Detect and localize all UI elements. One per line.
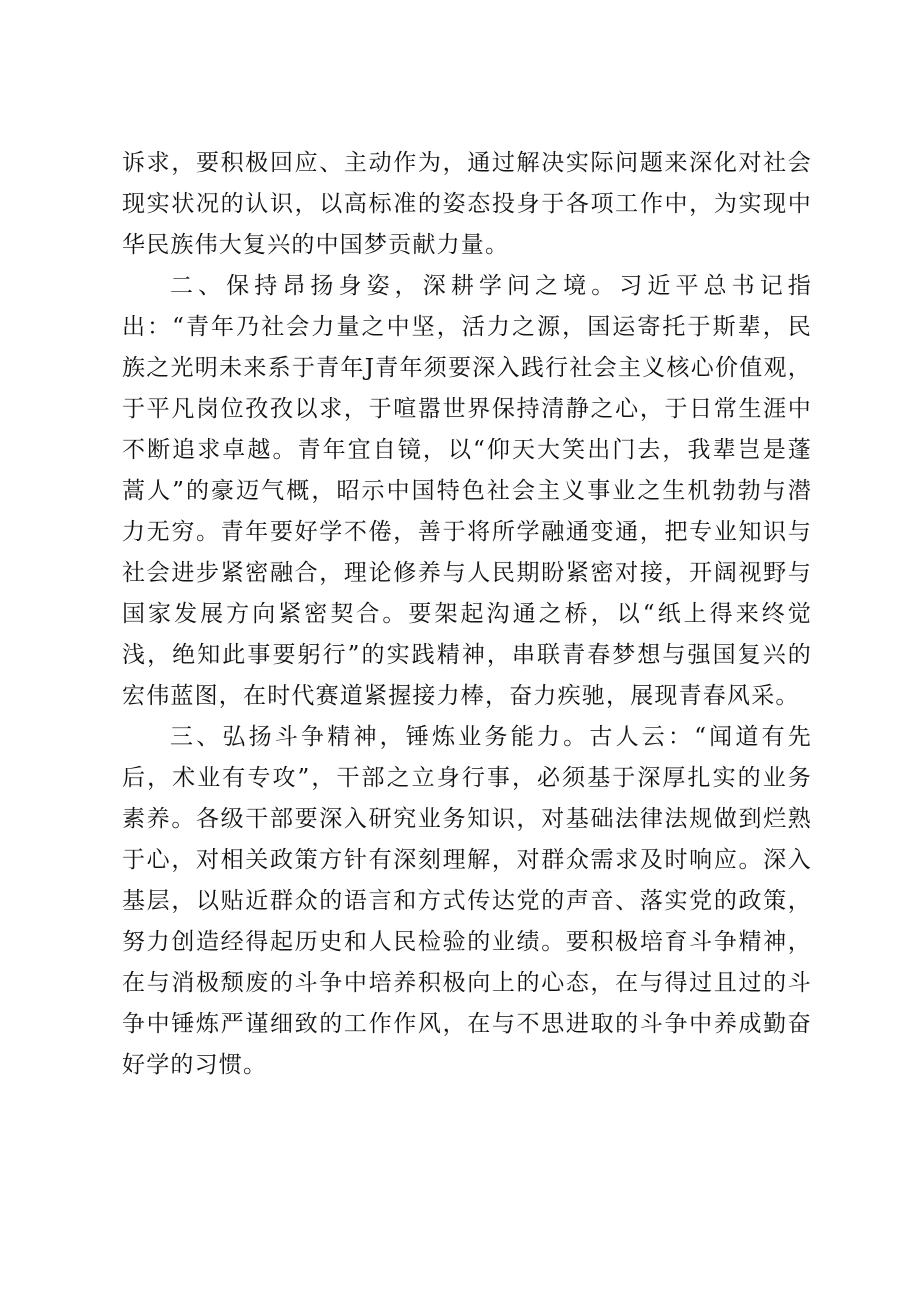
paragraph-section-three: 三、弘扬斗争精神，锤炼业务能力。古人云：“闻道有先后，术业有专攻”，干部之立身行事，必须基于深厚扎实的业务素养。各级干部要深入研究业务知识，对基础法律法规做到烂熟于心，对相关政策方针有深刻理解，对群众需求及时响应。深入基层，以贴近群众的语言和方式传达党的声音、落实党的政策，努力创造经得起历史和人民检验的业绩。要积极培育斗争精神，在与消极颓废的斗争中培养积极向上的心态，在与得过且过的斗争中锤炼严谨细致的工作作风，在与不思进取的斗争中养成勤奋好学的习惯。 bbox=[122, 724, 812, 1078]
body-text bbox=[122, 143, 812, 1086]
paragraph-section-two: 二、保持昂扬身姿，深耕学问之境。习近平总书记指出：“青年乃社会力量之中坚，活力之源，国运寄托于斯辈，民族之光明未来系于青年J青年须要深入践行社会主义核心价值观，于平凡岗位孜孜以求，于喧嚣世界保持清静之心，于日常生涯中不断追求卓越。青年宜自镜，以“仰天大笑出门去，我辈岂是蓬蒿人”的豪迈气概，昭示中国特色社会主义事业之生机勃勃与潜力无穷。青年要好学不倦，善于将所学融通变通，把专业知识与社会进步紧密融合，理论修养与人民期盼紧密对接，开阔视野与国家发展方向紧密契合。要架起沟通之桥，以“纸上得来终觉浅，绝知此事要躬行”的实践精神，串联青春梦想与强国复兴的宏伟蓝图，在时代赛道紧握接力棒，奋力疾驰，展现青春风采。 bbox=[122, 273, 812, 709]
paragraph-continuation: 诉求，要积极回应、主动作为，通过解决实际问题来深化对社会现实状况的认识，以高标准的姿态投身于各项工作中，为实现中华民族伟大复兴的中国梦贡献力量。 bbox=[122, 150, 812, 258]
